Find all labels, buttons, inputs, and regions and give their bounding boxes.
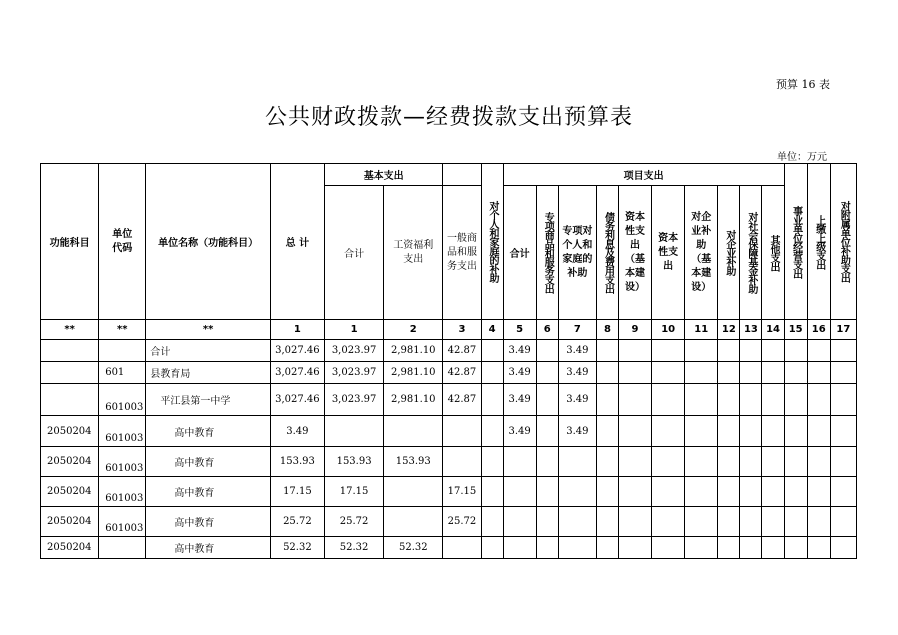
table-row bbox=[41, 537, 857, 559]
special-personal-cell bbox=[558, 447, 596, 477]
goods-cell: 17.15 bbox=[443, 477, 481, 507]
empty-cell bbox=[830, 507, 856, 537]
header-superior bbox=[807, 164, 830, 320]
unit-code-cell: 601003 bbox=[99, 416, 146, 447]
special-goods-cell bbox=[536, 362, 558, 384]
proj-total-cell bbox=[503, 477, 536, 507]
personal-subsidy-cell bbox=[481, 340, 503, 362]
empty-cell bbox=[718, 447, 740, 477]
header-proj-total: 合计 bbox=[503, 186, 536, 320]
index-cell: 12 bbox=[718, 320, 740, 340]
index-cell: 17 bbox=[830, 320, 856, 340]
empty-cell bbox=[596, 384, 618, 416]
special-goods-cell bbox=[536, 477, 558, 507]
wages-cell: 2,981.10 bbox=[384, 362, 443, 384]
table-row bbox=[41, 362, 857, 384]
empty-cell bbox=[830, 362, 856, 384]
empty-cell bbox=[762, 340, 784, 362]
empty-cell bbox=[618, 447, 651, 477]
header-unit-code-text: 单位代码 bbox=[112, 228, 133, 254]
empty-cell bbox=[830, 537, 856, 559]
wages-cell: 52.32 bbox=[384, 537, 443, 559]
empty-cell bbox=[762, 507, 784, 537]
header-enterprise-infra-text: 对企业补助（基本建设） bbox=[691, 211, 712, 293]
empty-cell bbox=[830, 447, 856, 477]
header-enterprise bbox=[718, 186, 740, 320]
empty-cell bbox=[807, 362, 830, 384]
header-unit-name: 单位名称（功能科目） bbox=[146, 164, 270, 320]
header-capital-infra bbox=[618, 186, 651, 320]
proj-total-cell: 3.49 bbox=[503, 362, 536, 384]
proj-total-cell: 3.49 bbox=[503, 416, 536, 447]
empty-cell bbox=[830, 416, 856, 447]
empty-cell bbox=[807, 384, 830, 416]
index-cell: ** bbox=[146, 320, 270, 340]
goods-cell bbox=[443, 447, 481, 477]
empty-cell bbox=[762, 362, 784, 384]
special-personal-cell bbox=[558, 537, 596, 559]
empty-cell bbox=[596, 537, 618, 559]
unit-name-cell: 高中教育 bbox=[146, 477, 270, 507]
unit-name-cell: 合计 bbox=[146, 340, 270, 362]
goods-cell bbox=[443, 537, 481, 559]
empty-cell bbox=[652, 447, 685, 477]
empty-cell bbox=[685, 416, 718, 447]
header-capital bbox=[652, 186, 685, 320]
func-code-cell bbox=[41, 340, 99, 362]
index-cell: 14 bbox=[762, 320, 784, 340]
header-social-fund bbox=[740, 186, 762, 320]
empty-cell bbox=[718, 477, 740, 507]
special-goods-cell bbox=[536, 384, 558, 416]
unit-name-cell: 平江县第一中学 bbox=[146, 384, 270, 416]
special-goods-cell bbox=[536, 447, 558, 477]
empty-cell bbox=[685, 507, 718, 537]
empty-cell bbox=[740, 362, 762, 384]
wages-cell: 2,981.10 bbox=[384, 340, 443, 362]
header-debt-interest-text: 债务利息及费用支出 bbox=[602, 212, 614, 293]
empty-cell bbox=[807, 340, 830, 362]
table-row bbox=[41, 477, 857, 507]
goods-cell: 42.87 bbox=[443, 340, 481, 362]
empty-cell bbox=[740, 537, 762, 559]
index-cell: 16 bbox=[807, 320, 830, 340]
empty-cell bbox=[740, 477, 762, 507]
empty-cell bbox=[618, 340, 651, 362]
header-capital-text: 资本性支出 bbox=[658, 232, 679, 272]
empty-cell bbox=[740, 340, 762, 362]
unit-code-cell: 601003 bbox=[99, 477, 146, 507]
empty-cell bbox=[740, 507, 762, 537]
table-row bbox=[41, 384, 857, 416]
personal-subsidy-cell bbox=[481, 362, 503, 384]
func-code-cell bbox=[41, 362, 99, 384]
unit-label: 单位：万元 bbox=[777, 152, 827, 163]
goods-cell: 25.72 bbox=[443, 507, 481, 537]
header-special-personal bbox=[558, 186, 596, 320]
basic-total-cell: 52.32 bbox=[324, 537, 383, 559]
empty-cell bbox=[685, 447, 718, 477]
special-goods-cell bbox=[536, 537, 558, 559]
special-personal-cell: 3.49 bbox=[558, 384, 596, 416]
index-cell: 7 bbox=[558, 320, 596, 340]
index-cell: 4 bbox=[481, 320, 503, 340]
header-affiliated bbox=[830, 164, 856, 320]
empty-cell bbox=[596, 362, 618, 384]
header-social-fund-text: 对社会保障基金补助 bbox=[745, 212, 757, 293]
wages-cell bbox=[384, 477, 443, 507]
total-cell: 3.49 bbox=[270, 416, 324, 447]
empty-cell bbox=[596, 507, 618, 537]
basic-total-cell: 3,023.97 bbox=[324, 384, 383, 416]
empty-cell bbox=[596, 447, 618, 477]
header-basic: 基本支出 bbox=[324, 164, 442, 186]
header-general-goods bbox=[443, 186, 481, 320]
basic-total-cell: 153.93 bbox=[324, 447, 383, 477]
empty-cell bbox=[762, 537, 784, 559]
header-blank-a bbox=[443, 164, 481, 186]
special-personal-cell bbox=[558, 477, 596, 507]
empty-cell bbox=[784, 340, 807, 362]
personal-subsidy-cell bbox=[481, 477, 503, 507]
basic-total-cell: 3,023.97 bbox=[324, 362, 383, 384]
goods-cell bbox=[443, 416, 481, 447]
header-special-goods bbox=[536, 186, 558, 320]
empty-cell bbox=[762, 477, 784, 507]
unit-name-cell: 县教育局 bbox=[146, 362, 270, 384]
index-cell: 1 bbox=[270, 320, 324, 340]
proj-total-cell bbox=[503, 447, 536, 477]
func-code-cell: 2050204 bbox=[41, 477, 99, 507]
special-personal-cell: 3.49 bbox=[558, 416, 596, 447]
empty-cell bbox=[685, 362, 718, 384]
header-special-goods-text: 专项商品和服务支出 bbox=[542, 212, 554, 293]
index-cell: 10 bbox=[652, 320, 685, 340]
index-cell: 8 bbox=[596, 320, 618, 340]
unit-name-cell: 高中教育 bbox=[146, 416, 270, 447]
total-cell: 17.15 bbox=[270, 477, 324, 507]
header-enterprise-text: 对企业补助 bbox=[723, 230, 735, 275]
header-total: 总 计 bbox=[270, 164, 324, 320]
empty-cell bbox=[652, 362, 685, 384]
personal-subsidy-cell bbox=[481, 537, 503, 559]
header-special-personal-text: 专项对个人和家庭的补助 bbox=[562, 225, 593, 279]
index-row bbox=[41, 320, 857, 340]
header-basic-total: 合计 bbox=[324, 186, 383, 320]
empty-cell bbox=[596, 477, 618, 507]
empty-cell bbox=[596, 340, 618, 362]
index-cell: 9 bbox=[618, 320, 651, 340]
goods-cell: 42.87 bbox=[443, 362, 481, 384]
empty-cell bbox=[652, 416, 685, 447]
proj-total-cell: 3.49 bbox=[503, 340, 536, 362]
empty-cell bbox=[685, 384, 718, 416]
total-cell: 153.93 bbox=[270, 447, 324, 477]
unit-code-cell: 601003 bbox=[99, 384, 146, 416]
index-cell: 15 bbox=[784, 320, 807, 340]
index-cell: 13 bbox=[740, 320, 762, 340]
empty-cell bbox=[830, 340, 856, 362]
empty-cell bbox=[784, 362, 807, 384]
empty-cell bbox=[784, 477, 807, 507]
empty-cell bbox=[718, 416, 740, 447]
index-cell: 2 bbox=[384, 320, 443, 340]
total-cell: 3,027.46 bbox=[270, 340, 324, 362]
empty-cell bbox=[618, 416, 651, 447]
header-business-ops bbox=[784, 164, 807, 320]
total-cell: 25.72 bbox=[270, 507, 324, 537]
empty-cell bbox=[807, 416, 830, 447]
form-number: 预算 16 表 bbox=[776, 78, 830, 91]
header-unit-code bbox=[99, 164, 146, 320]
func-code-cell: 2050204 bbox=[41, 537, 99, 559]
wages-cell: 153.93 bbox=[384, 447, 443, 477]
empty-cell bbox=[618, 384, 651, 416]
basic-total-cell: 17.15 bbox=[324, 477, 383, 507]
header-superior-text: 上缴上级支出 bbox=[813, 214, 825, 269]
empty-cell bbox=[762, 416, 784, 447]
wages-cell bbox=[384, 507, 443, 537]
unit-code-cell: 601003 bbox=[99, 507, 146, 537]
empty-cell bbox=[718, 507, 740, 537]
index-cell: 6 bbox=[536, 320, 558, 340]
header-project: 项目支出 bbox=[503, 164, 784, 186]
empty-cell bbox=[784, 384, 807, 416]
header-affiliated-text: 对附属单位补助支出 bbox=[838, 201, 850, 282]
empty-cell bbox=[740, 447, 762, 477]
special-personal-cell bbox=[558, 507, 596, 537]
empty-cell bbox=[807, 447, 830, 477]
index-cell: ** bbox=[99, 320, 146, 340]
special-goods-cell bbox=[536, 507, 558, 537]
empty-cell bbox=[652, 340, 685, 362]
special-personal-cell: 3.49 bbox=[558, 362, 596, 384]
empty-cell bbox=[830, 384, 856, 416]
empty-cell bbox=[718, 340, 740, 362]
empty-cell bbox=[652, 507, 685, 537]
header-enterprise-infra bbox=[685, 186, 718, 320]
unit-name-cell: 高中教育 bbox=[146, 537, 270, 559]
basic-total-cell bbox=[324, 416, 383, 447]
special-goods-cell bbox=[536, 340, 558, 362]
personal-subsidy-cell bbox=[481, 507, 503, 537]
unit-code-cell: 601003 bbox=[99, 447, 146, 477]
empty-cell bbox=[618, 507, 651, 537]
header-wages-text: 工资福利支出 bbox=[393, 239, 434, 265]
special-personal-cell: 3.49 bbox=[558, 340, 596, 362]
header-business-ops-text: 事业单位经营支出 bbox=[790, 205, 802, 278]
empty-cell bbox=[762, 384, 784, 416]
wages-cell bbox=[384, 416, 443, 447]
func-code-cell bbox=[41, 384, 99, 416]
personal-subsidy-cell bbox=[481, 447, 503, 477]
total-cell: 3,027.46 bbox=[270, 384, 324, 416]
empty-cell bbox=[807, 507, 830, 537]
goods-cell: 42.87 bbox=[443, 384, 481, 416]
empty-cell bbox=[740, 416, 762, 447]
empty-cell bbox=[652, 537, 685, 559]
empty-cell bbox=[784, 416, 807, 447]
total-cell: 52.32 bbox=[270, 537, 324, 559]
index-cell: 1 bbox=[324, 320, 383, 340]
index-cell: ** bbox=[41, 320, 99, 340]
empty-cell bbox=[652, 384, 685, 416]
empty-cell bbox=[618, 477, 651, 507]
basic-total-cell: 3,023.97 bbox=[324, 340, 383, 362]
unit-code-cell bbox=[99, 340, 146, 362]
personal-subsidy-cell bbox=[481, 416, 503, 447]
header-personal-subsidy bbox=[481, 164, 503, 320]
header-personal-subsidy-text: 对个人和家庭的补助 bbox=[487, 201, 499, 282]
table-row bbox=[41, 447, 857, 477]
func-code-cell: 2050204 bbox=[41, 416, 99, 447]
empty-cell bbox=[685, 537, 718, 559]
func-code-cell: 2050204 bbox=[41, 447, 99, 477]
unit-name-cell: 高中教育 bbox=[146, 507, 270, 537]
header-func-code: 功能科目 bbox=[41, 164, 99, 320]
header-general-goods-text: 一般商品和服务支出 bbox=[446, 232, 477, 272]
empty-cell bbox=[718, 384, 740, 416]
unit-code-cell bbox=[99, 537, 146, 559]
empty-cell bbox=[685, 477, 718, 507]
table-row bbox=[41, 340, 857, 362]
table-row bbox=[41, 507, 857, 537]
proj-total-cell: 3.49 bbox=[503, 384, 536, 416]
empty-cell bbox=[807, 537, 830, 559]
empty-cell bbox=[652, 477, 685, 507]
empty-cell bbox=[740, 384, 762, 416]
table-row bbox=[41, 416, 857, 447]
index-cell: 5 bbox=[503, 320, 536, 340]
header-capital-infra-text: 资本性支出（基本建设） bbox=[625, 211, 646, 293]
empty-cell bbox=[784, 507, 807, 537]
header-other-text: 其他支出 bbox=[768, 234, 780, 271]
index-cell: 11 bbox=[685, 320, 718, 340]
header-other bbox=[762, 186, 784, 320]
basic-total-cell: 25.72 bbox=[324, 507, 383, 537]
table-body bbox=[41, 340, 857, 559]
page-title: 公共财政拨款—经费拨款支出预算表 bbox=[264, 105, 633, 130]
empty-cell bbox=[685, 340, 718, 362]
unit-code-cell: 601 bbox=[99, 362, 146, 384]
empty-cell bbox=[784, 537, 807, 559]
empty-cell bbox=[762, 447, 784, 477]
func-code-cell: 2050204 bbox=[41, 507, 99, 537]
empty-cell bbox=[618, 362, 651, 384]
special-goods-cell bbox=[536, 416, 558, 447]
empty-cell bbox=[784, 447, 807, 477]
index-cell: 3 bbox=[443, 320, 481, 340]
empty-cell bbox=[596, 416, 618, 447]
empty-cell bbox=[618, 537, 651, 559]
total-cell: 3,027.46 bbox=[270, 362, 324, 384]
proj-total-cell bbox=[503, 507, 536, 537]
wages-cell: 2,981.10 bbox=[384, 384, 443, 416]
proj-total-cell bbox=[503, 537, 536, 559]
empty-cell bbox=[718, 362, 740, 384]
header-wages bbox=[384, 186, 443, 320]
header-debt-interest bbox=[596, 186, 618, 320]
empty-cell bbox=[807, 477, 830, 507]
unit-name-cell: 高中教育 bbox=[146, 447, 270, 477]
personal-subsidy-cell bbox=[481, 384, 503, 416]
empty-cell bbox=[830, 477, 856, 507]
empty-cell bbox=[718, 537, 740, 559]
budget-table bbox=[40, 163, 857, 559]
